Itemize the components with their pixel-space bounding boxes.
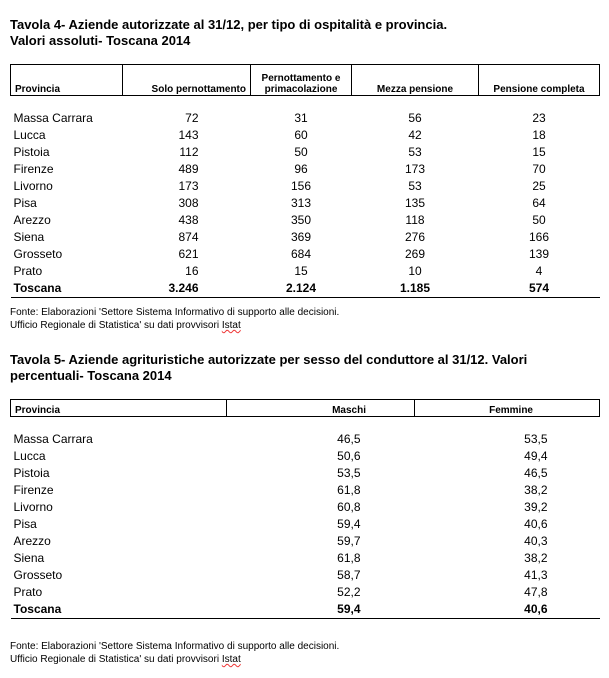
- cell-value: 18: [532, 128, 546, 142]
- table4-title: [10, 17, 447, 49]
- table-row: [11, 263, 600, 280]
- table-row: [11, 482, 600, 499]
- province-name: Livorno: [13, 500, 53, 514]
- table-row: [11, 127, 600, 144]
- cell-value: 59,4: [337, 517, 361, 531]
- table4-title-line1: Tavola 4- Aziende autorizzate al 31/12, per tipo di ospitalità e provincia.: [10, 17, 448, 32]
- cell-value: 308: [178, 196, 199, 210]
- province-name: Pisa: [13, 196, 37, 210]
- total-value: 574: [479, 280, 600, 298]
- note-text: Ufficio Regionale di Statistica' su dati provvisori: [10, 320, 222, 331]
- cell-value: 38,2: [524, 551, 548, 565]
- total-value: 40,6: [415, 601, 600, 619]
- table4-header-solo-pernottamento: Solo pernottamento: [123, 65, 251, 96]
- cell-value: 40,3: [524, 534, 548, 548]
- table5-header-femmine: Femmine: [415, 400, 600, 417]
- cell-value: 47,8: [524, 585, 548, 599]
- table-row: [11, 499, 600, 516]
- province-name: Lucca: [13, 128, 46, 142]
- cell-value: 874: [178, 230, 199, 244]
- cell-value: 313: [290, 196, 312, 210]
- cell-value: 60: [294, 128, 308, 142]
- cell-value: 41,3: [524, 568, 548, 582]
- cell-value: 156: [290, 179, 312, 193]
- cell-value: 53,5: [524, 432, 548, 446]
- cell-value: 15: [532, 145, 546, 159]
- cell-value: 489: [178, 162, 199, 176]
- province-name: Siena: [13, 551, 45, 565]
- table5-header-maschi: Maschi: [227, 400, 415, 417]
- table-row: [11, 178, 600, 195]
- table5-title-line2: percentuali- Toscana 2014: [10, 368, 172, 383]
- cell-value: 38,2: [524, 483, 548, 497]
- province-name: Pisa: [13, 517, 37, 531]
- cell-value: 166: [528, 230, 550, 244]
- table-row: [11, 195, 600, 212]
- cell-value: 39,2: [524, 500, 548, 514]
- total-row: [11, 280, 600, 298]
- province-name: Firenze: [13, 483, 54, 497]
- table4-header-mezza-pensione: Mezza pensione: [352, 65, 479, 96]
- cell-value: 50: [294, 145, 308, 159]
- cell-value: 53,5: [337, 466, 361, 480]
- cell-value: 135: [404, 196, 426, 210]
- table4-source-note: [10, 306, 339, 332]
- total-value: 3.246: [123, 280, 251, 298]
- cell-value: 42: [408, 128, 422, 142]
- table-row: [11, 229, 600, 246]
- cell-value: 173: [404, 162, 426, 176]
- total-label: Toscana: [11, 280, 123, 298]
- cell-value: 684: [290, 247, 312, 261]
- cell-value: 112: [179, 145, 199, 159]
- cell-value: 53: [408, 145, 422, 159]
- cell-value: 96: [294, 162, 308, 176]
- table5: [10, 399, 600, 619]
- table-row: [11, 212, 600, 229]
- note-line: Fonte: Elaborazioni 'Settore Sistema Informativo di supporto alle decisioni.: [10, 641, 340, 652]
- table5-source-note: [10, 640, 339, 666]
- cell-value: 369: [290, 230, 312, 244]
- table4-header-pernottamento-colazione: Pernottamento e primacolazione: [251, 65, 352, 96]
- table5-title: [10, 352, 527, 384]
- cell-value: 56: [408, 111, 422, 125]
- province-name: Lucca: [13, 449, 46, 463]
- cell-value: 64: [532, 196, 546, 210]
- cell-value: 72: [185, 111, 199, 125]
- note-line: [10, 653, 339, 666]
- note-istat: Istat: [221, 320, 241, 331]
- cell-value: 50: [532, 213, 546, 227]
- province-name: Firenze: [13, 162, 54, 176]
- cell-value: 269: [404, 247, 426, 261]
- total-row: [11, 601, 600, 619]
- province-name: Arezzo: [13, 534, 51, 548]
- cell-value: 621: [178, 247, 199, 261]
- cell-value: 59,7: [337, 534, 361, 548]
- table-row: [11, 161, 600, 178]
- table-row: [11, 516, 600, 533]
- table-row: [11, 550, 600, 567]
- table-row: [11, 144, 600, 161]
- province-name: Pistoia: [13, 145, 50, 159]
- table-row: [11, 584, 600, 601]
- cell-value: 60,8: [337, 500, 361, 514]
- cell-value: 139: [528, 247, 550, 261]
- cell-value: 61,8: [337, 551, 361, 565]
- cell-value: 70: [532, 162, 546, 176]
- cell-value: 118: [405, 213, 425, 227]
- cell-value: 46,5: [524, 466, 548, 480]
- province-name: Grosseto: [13, 247, 63, 261]
- cell-value: 46,5: [337, 432, 361, 446]
- cell-value: 40,6: [524, 517, 548, 531]
- table-row: [11, 465, 600, 482]
- cell-value: 49,4: [524, 449, 548, 463]
- province-name: Pistoia: [13, 466, 50, 480]
- cell-value: 15: [294, 264, 308, 278]
- cell-value: 438: [178, 213, 199, 227]
- province-name: Livorno: [13, 179, 53, 193]
- table-row: [11, 431, 600, 448]
- note-line: [10, 319, 339, 332]
- cell-value: 50,6: [337, 449, 361, 463]
- note-istat: Istat: [221, 654, 241, 665]
- table-row: [11, 567, 600, 584]
- total-value: 59,4: [227, 601, 415, 619]
- cell-value: 23: [532, 111, 546, 125]
- province-name: Siena: [13, 230, 45, 244]
- cell-value: 276: [404, 230, 426, 244]
- province-name: Arezzo: [13, 213, 51, 227]
- province-name: Massa Carrara: [13, 432, 93, 446]
- table-row: [11, 448, 600, 465]
- cell-value: 25: [532, 179, 546, 193]
- note-line: Fonte: Elaborazioni 'Settore Sistema Informativo di supporto alle decisioni.: [10, 307, 340, 318]
- cell-value: 52,2: [337, 585, 361, 599]
- cell-value: 61,8: [337, 483, 361, 497]
- cell-value: 16: [185, 264, 199, 278]
- cell-value: 350: [290, 213, 312, 227]
- table4-header-provincia: Provincia: [11, 65, 123, 96]
- note-text: Ufficio Regionale di Statistica' su dati provvisori: [10, 654, 222, 665]
- table5-title-line1: Tavola 5- Aziende agrituristiche autorizzate per sesso del conduttore al 31/12. Valori: [10, 352, 528, 367]
- cell-value: 31: [294, 111, 308, 125]
- province-name: Grosseto: [13, 568, 63, 582]
- cell-value: 53: [408, 179, 422, 193]
- province-name: Prato: [13, 585, 43, 599]
- total-value: 1.185: [352, 280, 479, 298]
- province-name: Massa Carrara: [13, 111, 93, 125]
- total-value: 2.124: [251, 280, 352, 298]
- province-name: Prato: [13, 264, 43, 278]
- cell-value: 4: [535, 264, 543, 278]
- table-row: [11, 246, 600, 263]
- table5-header-provincia: Provincia: [11, 400, 227, 417]
- table4: [10, 64, 600, 298]
- table4-title-line2: Valori assoluti- Toscana 2014: [10, 33, 191, 48]
- cell-value: 173: [178, 179, 199, 193]
- table-row: [11, 533, 600, 550]
- cell-value: 10: [408, 264, 422, 278]
- cell-value: 58,7: [337, 568, 361, 582]
- cell-value: 143: [178, 128, 199, 142]
- table-row: [11, 110, 600, 127]
- total-label: Toscana: [11, 601, 227, 619]
- table4-header-pensione-completa: Pensione completa: [479, 65, 600, 96]
